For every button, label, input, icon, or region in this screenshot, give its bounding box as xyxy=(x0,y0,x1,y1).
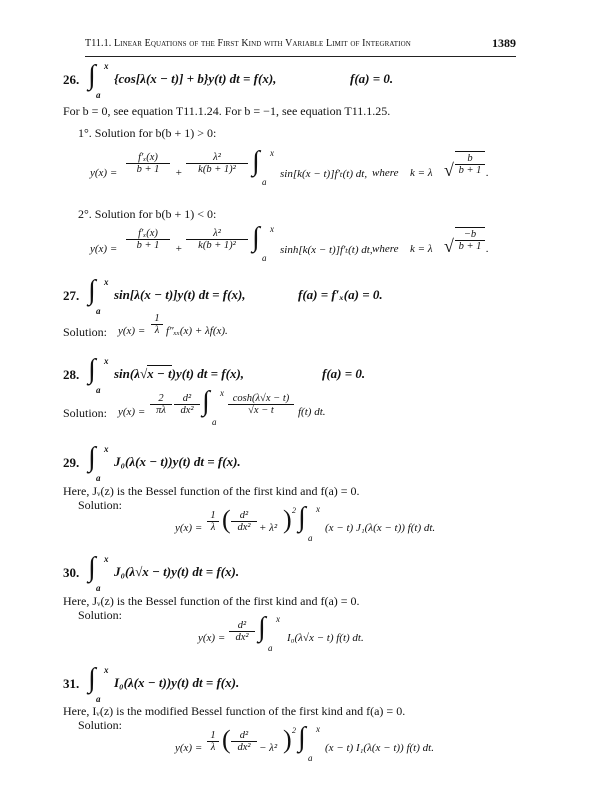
integral-sign: ∫ xyxy=(252,146,260,177)
solution-label: Solution: xyxy=(78,608,123,622)
equation-note: For b = 0, see equation T11.1.24. For b = −1, see equation T11.1.25. xyxy=(63,104,391,118)
solution-label: Solution: xyxy=(63,325,108,339)
equation-number: 27. xyxy=(63,288,80,303)
equation-condition: f(a) = f′ₓ(a) = 0. xyxy=(298,287,383,302)
integral-sign: ∫ xyxy=(88,663,96,694)
equation-note: Here, Iᵥ(z) is the modified Bessel function of the first kind and f(a) = 0. xyxy=(63,704,406,718)
solution-label: Solution: xyxy=(63,406,108,420)
equation-number: 30. xyxy=(63,565,80,580)
equation-number: 29. xyxy=(63,455,80,470)
equation-number: 28. xyxy=(63,367,80,382)
integral-sign: ∫ xyxy=(252,222,260,253)
equation-note: Here, Jᵥ(z) is the Bessel function of the first kind and f(a) = 0. xyxy=(63,484,360,498)
equation-number: 26. xyxy=(63,72,80,87)
integral-sign: ∫ xyxy=(88,552,96,583)
integral-sign: ∫ xyxy=(88,60,96,91)
equation-body: {cos[λ(x − t)] + b}y(t) dt = f(x), xyxy=(114,71,277,86)
equation-body: J₀(λ√x − t)y(t) dt = f(x). xyxy=(114,564,240,579)
equation-condition: f(a) = 0. xyxy=(322,366,366,381)
integral-sign: ∫ xyxy=(88,275,96,306)
header-title: T11.1. Linear Equations of the First Kind with Variable Limit of Integration xyxy=(85,38,411,49)
integral-sign: ∫ xyxy=(202,386,210,417)
equation-body: sin[λ(x − t)]y(t) dt = f(x), xyxy=(114,287,246,302)
equation-number: 31. xyxy=(63,676,80,691)
equation-note: Here, Jᵥ(z) is the Bessel function of the first kind and f(a) = 0. xyxy=(63,594,360,608)
integral-sign: ∫ xyxy=(298,502,306,533)
page-number: 1389 xyxy=(492,36,516,50)
integral-sign: ∫ xyxy=(88,442,96,473)
equation-body: J₀(λ(x − t))y(t) dt = f(x). xyxy=(114,454,241,469)
running-header xyxy=(85,36,516,57)
case-heading: 2°. Solution for b(b + 1) < 0: xyxy=(78,207,217,221)
solution-label: Solution: xyxy=(78,498,123,512)
integral-sign: ∫ xyxy=(88,354,96,385)
equation-body: I₀(λ(x − t))y(t) dt = f(x). xyxy=(114,675,240,690)
book-page: T11.1. Linear Equations of the First Kind with Variable Limit of Integration 1389 26. ∫ x a {cos[λ(x − t)] + b}y(t) dt = f(x), f(a) = 0. For b = 0, see equation T11.1.24. For b = −1, see equation T11.1.25. 1°. Solution for b(b + 1) > 0: y(x) = $\frac{\text{f′ₓ(x)}}{b + 1}$ + $\frac{\text{λ²}}{\text{k(b + 1)²}}$ ∫ x a sin[k(x − t)]f′ₜ(t) dt, where k = λ √ $\frac{b}{b + 1}$ . 2°. Solution for b(b + 1) < 0: y(x) = $\frac{\text{f′ₓ(x)}}{b + 1}$ + $\frac{\text{λ²}}{\text{k(b + 1)²}}$ ∫ x a sinh[k(x − t)]f′ₜ(t) dt, where k = λ √ $\frac{-b}{b + 1}$ . 27. ∫ x a sin[λ(x − t)]y(t) dt = f(x), f(a) = f′ₓ(a) = 0. Solution: y(x) = $\frac{1}{\lambda}$ f″ₓₓ(x) + λf(x). 28. ∫ x a sin(λ√x − t)y(t) dt = f(x), f(a) = 0. Solution: y(x) = $\frac{2}{\pi\lambda}$ $\frac{\text{d²}}{\text{dx²}}$ ∫ x a $\frac{\cosh(\lambda√x - t)}{√x - t}$ f(t) dt. 29. ∫ x a J₀(λ(x − t))y(t) dt = f(x). Here, Jᵥ(z) is the Bessel function of the first kind and f(a) = 0. Solution: y(x) = $\frac{1}{\lambda}$ ( $\frac{\text{d²}}{\text{dx²}}$ + λ² ) 2 ∫ x a (x − t) J₁(λ(x − t)) f(t) dt. 30. ∫ x a J₀(λ√x − t)y(t) dt = f(x). Here, Jᵥ(z) is the Bessel function of the first kind and f(a) = 0. Solution: y(x) = $\frac{\text{d²}}{\text{dx²}}$ ∫ x a I₀(λ√x − t) f(t) dt. 31. ∫ x a I₀(λ(x − t))y(t) dt = f(x). Here, Iᵥ(z) is the modified Bessel function of the first kind and f(a) = 0. Solution: y(x) = $\frac{1}{\lambda}$ ( $\frac{\text{d²}}{\text{dx²}}$ − λ² ) 2 ∫ x a (x − t) I₁(λ(x − t)) f(t) dt. xyxy=(63,36,516,763)
equation-condition: f(a) = 0. xyxy=(350,71,394,86)
integral-sign: ∫ xyxy=(298,722,306,753)
case-heading: 1°. Solution for b(b + 1) > 0: xyxy=(78,126,217,140)
integral-sign: ∫ xyxy=(258,612,266,643)
solution-label: Solution: xyxy=(78,718,123,732)
equation-body: sin(λ√x − t)y(t) dt = f(x), xyxy=(114,366,245,381)
